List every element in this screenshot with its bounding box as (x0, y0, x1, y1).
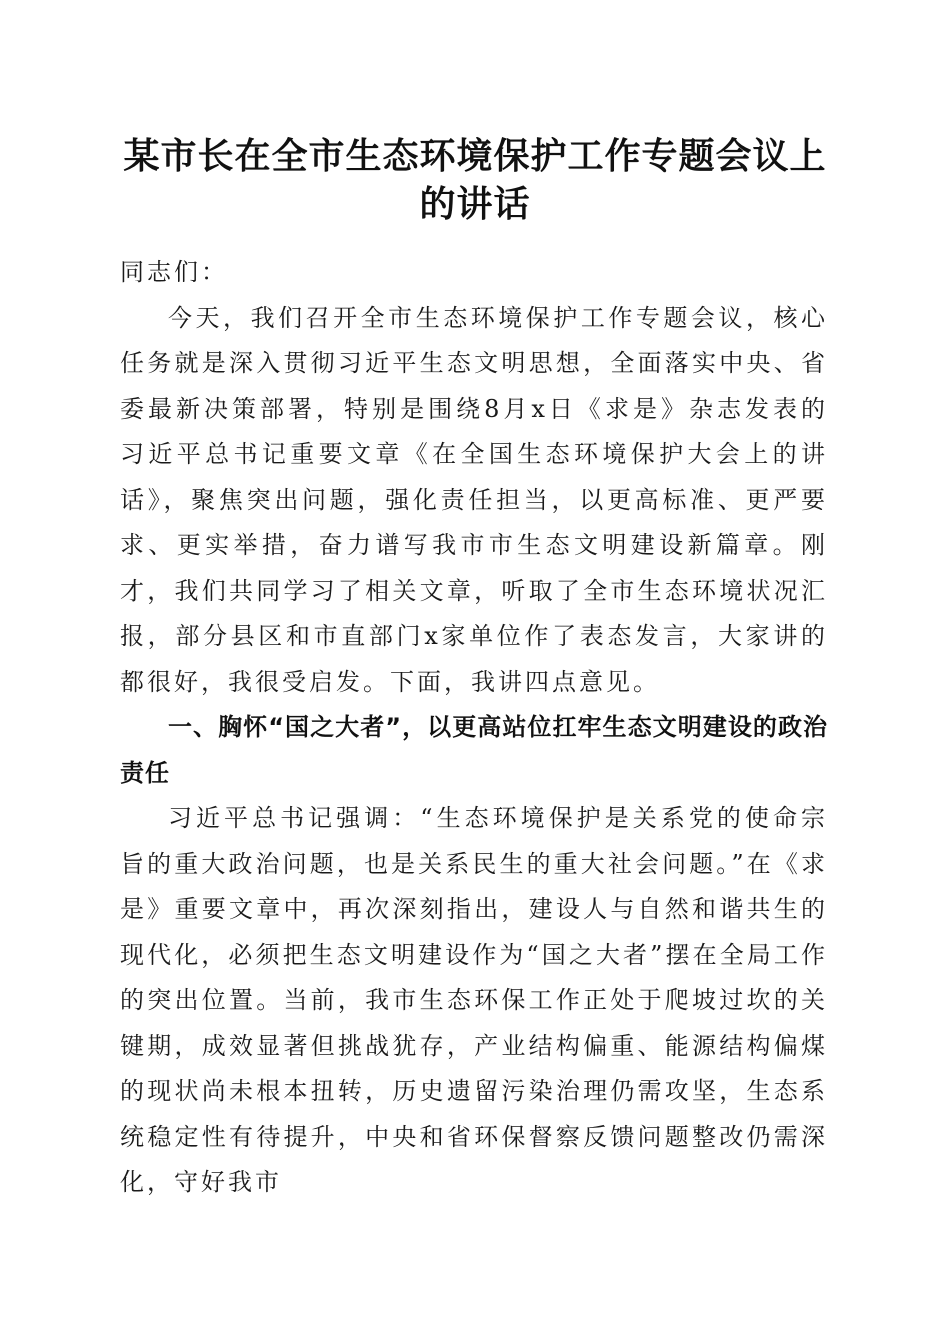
document-body (120, 250, 828, 1206)
document-title: 某市长在全市生态环境保护工作专题会议上的讲话 (123, 135, 827, 225)
section-paragraph: 习近平总书记强调：“生态环境保护是关系党的使命宗旨的重大政治问题，也是关系民生的重大社会问题。”在《求是》重要文章中，再次深刻指出，建设人与自然和谐共生的现代化，必须把生态文明建设作为“国之大者”摆在全局工作的突出位置。当前，我市生态环保工作正处于爬坡过坎的关键期，成效显著但挑战犹存，产业结构偏重、能源结构偏煤的现状尚未根本扭转，历史遗留污染治理仍需攻坚，生态系统稳定性有待提升，中央和省环保督察反馈问题整改仍需深化，守好我市 (120, 804, 828, 1196)
intro-paragraph: 今天，我们召开全市生态环境保护工作专题会议，核心任务就是深入贯彻习近平生态文明思想，全面落实中央、省委最新决策部署，特别是围绕8月x日《求是》杂志发表的习近平总书记重要文章《在全国生态环境保护大会上的讲话》，聚焦突出问题，强化责任担当，以更高标准、更严要求、更实举措，奋力谱写我市市生态文明建设新篇章。刚才，我们共同学习了相关文章，听取了全市生态环境状况汇报，部分县区和市直部门x家单位作了表态发言，大家讲的都很好，我很受启发。下面，我讲四点意见。 (120, 303, 828, 696)
section-heading: 一、胸怀“国之大者”，以更高站位扛牢生态文明建设的政治责任 (120, 713, 828, 787)
greeting-line: 同志们： (120, 258, 228, 286)
